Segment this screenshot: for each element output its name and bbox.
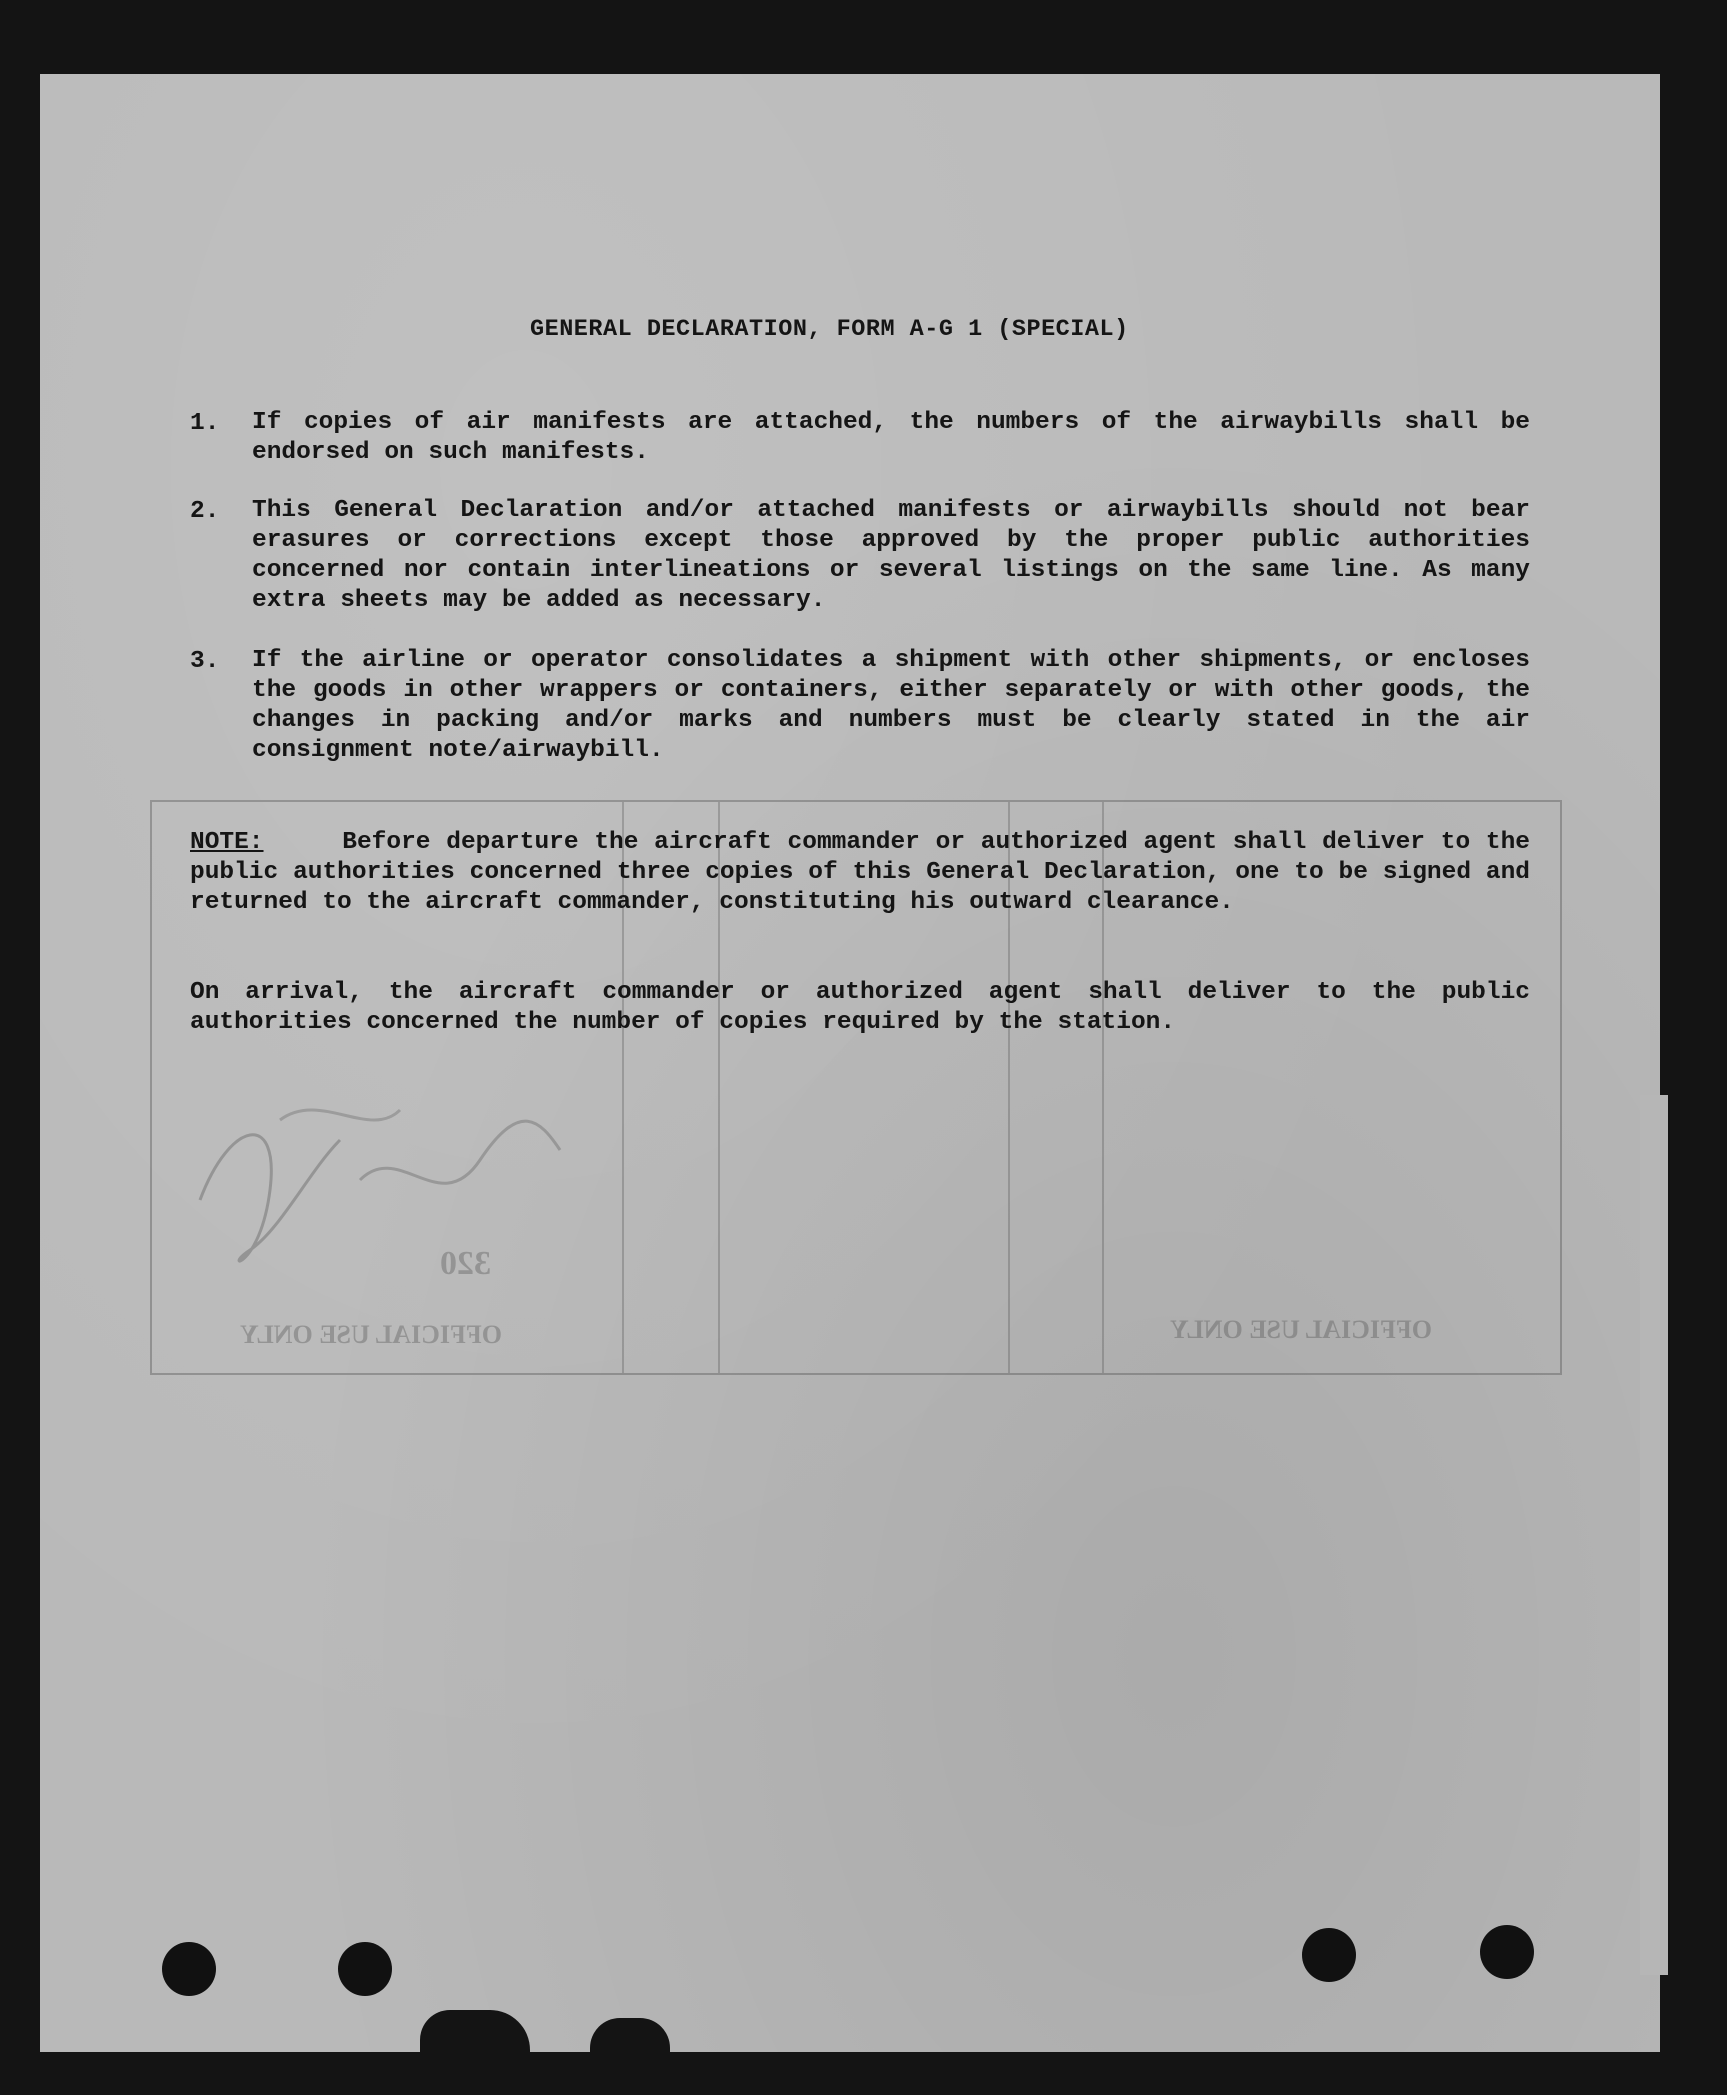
item-number: 1. [190, 410, 220, 437]
item-1-text: If copies of air manifests are attached, the numbers of the airwaybills shall be endorsed on such manifests. [252, 409, 1530, 466]
punch-hole [338, 1942, 392, 1996]
bleed-official-right: OFFICIAL USE ONLY [1170, 1315, 1432, 1344]
punch-hole [1480, 1925, 1534, 1979]
arrival-paragraph: On arrival, the aircraft commander or authorized agent shall deliver to the public authorities concerned the number of copies required by the station. [190, 979, 1530, 1036]
bleed-number: 320 [440, 1245, 491, 1282]
page-edge-tab [1640, 1095, 1668, 1975]
bleed-official-left: OFFICIAL USE ONLY [240, 1320, 502, 1349]
item-2-text: This General Declaration and/or attached manifests or airwaybills should not bear erasures or corrections except those approved by the proper public authorities concerned nor contain interlineations or several listings on the same line. As many extra sheets may be added as necessary. [252, 497, 1530, 614]
note-label: NOTE: [190, 829, 264, 856]
form-title: GENERAL DECLARATION, FORM A-G 1 (SPECIAL) [530, 316, 1129, 343]
punch-hole [1302, 1928, 1356, 1982]
note-paragraph [190, 828, 1530, 918]
punch-hole [162, 1942, 216, 1996]
item-number: 2. [190, 498, 220, 525]
handwriting-bleed [160, 1080, 580, 1280]
item-3-text: If the airline or operator consolidates a shipment with other shipments, or encloses the goods in other wrappers or containers, either separately or with other goods, the changes in packing and/or marks and numbers must be clearly stated in the air consignment note/airwaybill. [252, 647, 1530, 764]
note-text: Before departure the aircraft commander or authorized agent shall deliver to the public authorities concerned three copies of this General Declaration, one to be signed and returned to the aircraft commander, constituting his outward clearance. [190, 829, 1530, 916]
torn-edge [590, 2018, 670, 2052]
item-number: 3. [190, 648, 220, 675]
